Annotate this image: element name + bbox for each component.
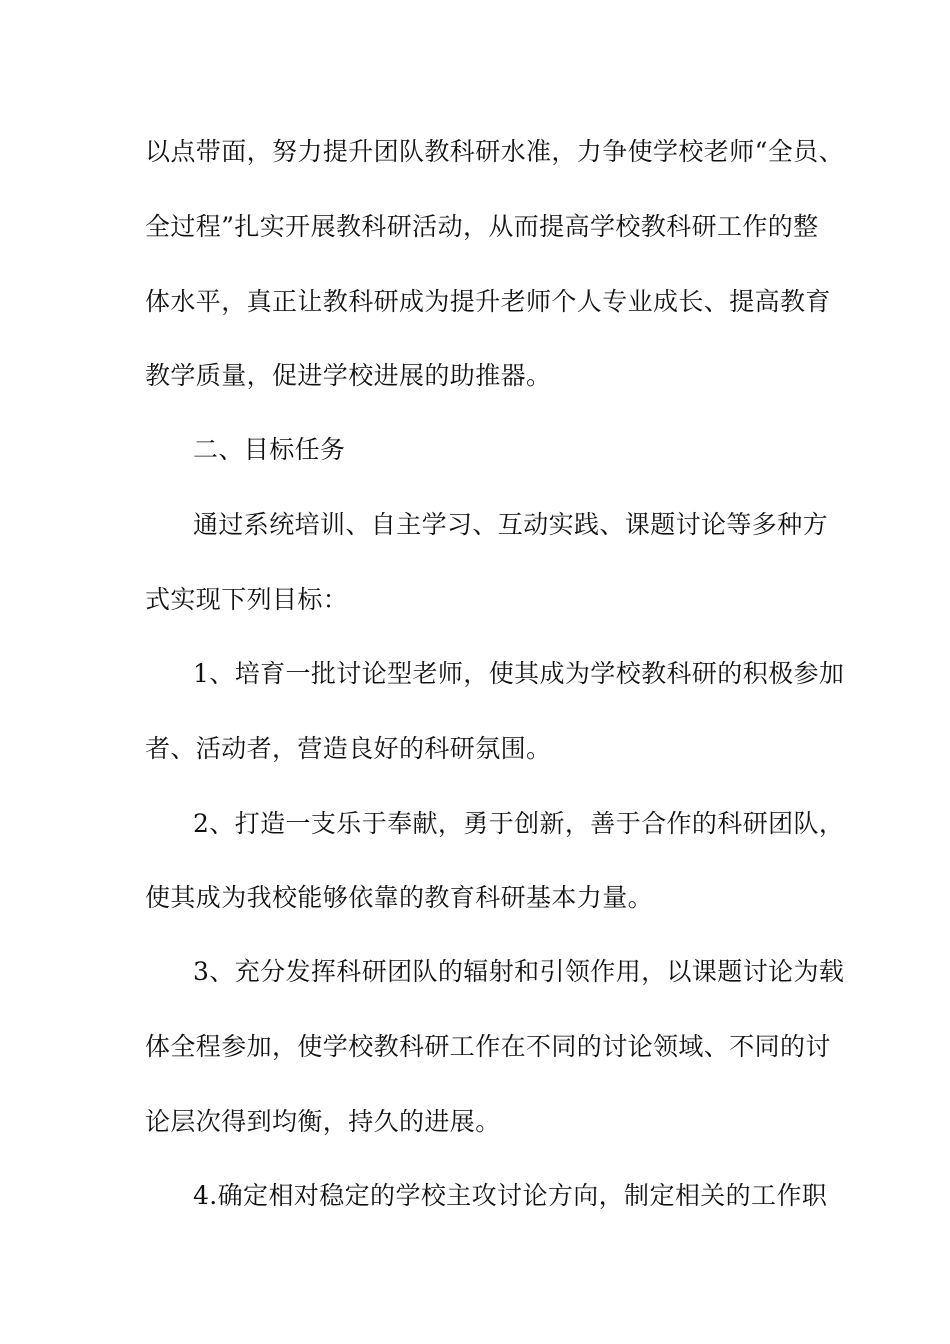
list-item-line: 论层次得到均衡，持久的进展。 — [145, 1107, 501, 1136]
paragraph-line: 式实现下列目标： — [145, 585, 349, 614]
list-item-line: 2、打造一支乐于奉献，勇于创新，善于合作的科研团队， — [193, 809, 845, 838]
paragraph-line: 以点带面，努力提升团队教科研水准，力争使学校老师“全员、 — [145, 137, 844, 166]
list-item-line: 者、活动者，营造良好的科研氛围。 — [145, 734, 552, 763]
list-item-line: 体全程参加，使学校教科研工作在不同的讨论领域、不同的讨 — [145, 1032, 831, 1061]
paragraph-line: 体水平，真正让教科研成为提升老师个人专业成长、提高教育 — [145, 287, 831, 316]
paragraph-line: 教学质量，促进学校进展的助推器。 — [145, 361, 552, 390]
list-item-line: 使其成为我校能够依靠的教育科研基本力量。 — [145, 883, 654, 912]
paragraph-line: 通过系统培训、自主学习、互动实践、课题讨论等多种方 — [193, 510, 829, 539]
list-item-line: 1、培育一批讨论型老师，使其成为学校教科研的积极参加 — [193, 659, 845, 688]
section-heading: 二、目标任务 — [193, 435, 346, 464]
list-item-line: 3、充分发挥科研团队的辐射和引领作用，以课题讨论为载 — [193, 957, 845, 986]
paragraph-line: 全过程”扎实开展教科研活动，从而提高学校教科研工作的整 — [145, 212, 819, 241]
list-item-line: 4.确定相对稳定的学校主攻讨论方向，制定相关的工作职 — [193, 1181, 828, 1210]
